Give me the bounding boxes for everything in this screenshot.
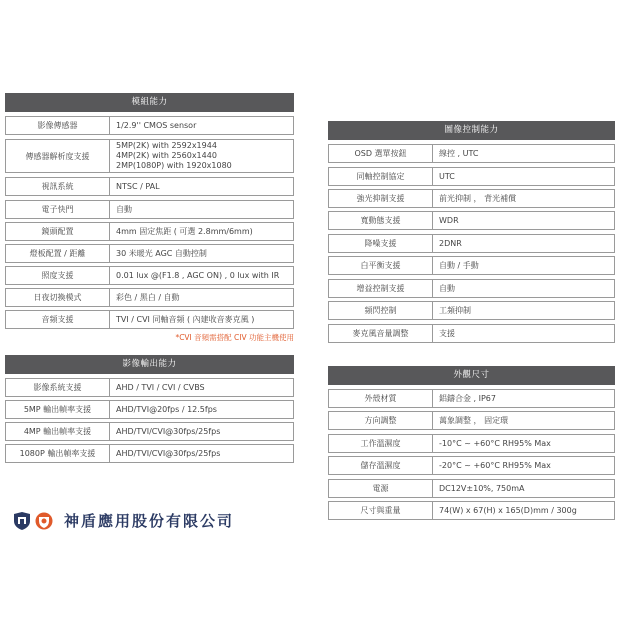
spec-label: 燈板配置 / 距離 — [6, 245, 110, 262]
spec-value-line: 0.01 lux @(F1.8 , AGC ON) , 0 lux with IR — [116, 270, 280, 280]
spec-row — [328, 167, 615, 186]
spec-label: 同軸控制協定 — [329, 168, 433, 185]
spec-row — [5, 177, 294, 196]
spec-value — [110, 427, 220, 437]
spec-label: 頻閃控制 — [329, 302, 433, 319]
spec-value-line: 1/2.9'' CMOS sensor — [116, 120, 197, 130]
spec-row — [328, 411, 615, 430]
spec-value — [433, 484, 525, 494]
spec-label: 降噪支援 — [329, 235, 433, 252]
spec-value — [110, 315, 254, 325]
spec-row — [328, 434, 615, 453]
spec-value — [110, 121, 196, 131]
spec-value — [110, 405, 217, 415]
spec-value-line: -20°C ~ +60°C RH95% Max — [439, 460, 551, 470]
spec-row — [5, 444, 294, 463]
spec-value — [433, 394, 496, 404]
spec-value — [110, 141, 232, 171]
dimensions-section-header: 外觀尺寸 — [328, 366, 615, 385]
spec-value — [110, 293, 180, 303]
spec-value — [110, 449, 220, 459]
shield-logo-icon — [12, 511, 56, 531]
spec-value-line: 前光抑制 ， 背光補償 — [439, 193, 517, 203]
company-logo — [12, 510, 234, 531]
spec-row — [328, 279, 615, 298]
spec-value-line: 自動 — [116, 204, 132, 214]
spec-value — [110, 383, 205, 393]
spec-value — [433, 461, 551, 471]
spec-label: 外殼材質 — [329, 390, 433, 407]
spec-value-line: AHD/TVI/CVI@30fps/25fps — [116, 426, 221, 436]
spec-row — [5, 400, 294, 419]
spec-value-line: 彩色 / 黑白 / 自動 — [116, 292, 180, 302]
spec-row — [328, 234, 615, 253]
spec-value — [110, 205, 132, 215]
spec-value-line: 5MP(2K) with 2592x1944 — [116, 141, 217, 150]
spec-label: 尺寸與重量 — [329, 502, 433, 519]
spec-row — [328, 256, 615, 275]
spec-value-line: 30 米暖光 AGC 自動控制 — [116, 248, 207, 258]
spec-value-line: 自動 / 手動 — [439, 260, 479, 270]
spec-label: 照度支援 — [6, 267, 110, 284]
spec-label: 視訊系統 — [6, 178, 110, 195]
spec-value-line: 自動 — [439, 283, 455, 293]
spec-row — [328, 456, 615, 475]
spec-value-line: 4mm 固定焦距 ( 可選 2.8mm/6mm) — [116, 226, 253, 236]
spec-value — [433, 329, 455, 339]
spec-label: 儲存溫濕度 — [329, 457, 433, 474]
spec-value — [433, 149, 479, 159]
spec-value-line: -10°C ~ +60°C RH95% Max — [439, 438, 551, 448]
spec-value-line: DC12V±10%, 750mA — [439, 483, 525, 493]
spec-value-line: 工頻抑制 — [439, 305, 471, 315]
spec-row — [5, 310, 294, 329]
spec-value — [433, 506, 577, 516]
spec-row — [328, 324, 615, 343]
spec-value — [433, 416, 508, 426]
spec-value-line: 線控 , UTC — [439, 148, 479, 158]
spec-value-line: TVI / CVI 同軸音頻 ( 內建收音麥克風 ) — [116, 314, 255, 324]
spec-label: 5MP 輸出幀率支援 — [6, 401, 110, 418]
spec-value-line: NTSC / PAL — [116, 181, 160, 191]
spec-label: OSD 選單按鈕 — [329, 145, 433, 162]
spec-value — [433, 284, 455, 294]
spec-row — [5, 139, 294, 173]
spec-value — [110, 271, 279, 281]
spec-label: 音頻支援 — [6, 311, 110, 328]
spec-label: 白平衡支援 — [329, 257, 433, 274]
spec-label: 工作溫濕度 — [329, 435, 433, 452]
spec-row — [5, 200, 294, 219]
spec-value-line: 4MP(2K) with 2560x1440 — [116, 151, 217, 160]
spec-label: 影像系統支援 — [6, 379, 110, 396]
spec-value-line: 鋁鑄合金 , IP67 — [439, 393, 496, 403]
spec-value — [433, 172, 455, 182]
spec-value — [433, 239, 462, 249]
spec-row — [328, 501, 615, 520]
spec-value — [110, 182, 160, 192]
audio-note: *CVI 音頻需搭配 CIV 功能主機使用 — [175, 333, 294, 342]
spec-label: 日夜切換模式 — [6, 289, 110, 306]
spec-label: 電源 — [329, 480, 433, 497]
spec-row — [5, 266, 294, 285]
spec-value — [433, 261, 479, 271]
spec-value — [433, 439, 551, 449]
spec-value-line: AHD/TVI@20fps / 12.5fps — [116, 404, 217, 414]
spec-row — [5, 116, 294, 135]
spec-row — [5, 378, 294, 397]
spec-row — [328, 211, 615, 230]
spec-value — [433, 194, 516, 204]
spec-label: 增益控制支援 — [329, 280, 433, 297]
spec-label: 1080P 輸出幀率支援 — [6, 445, 110, 462]
spec-value — [433, 216, 459, 226]
spec-row — [5, 222, 294, 241]
spec-row — [328, 301, 615, 320]
spec-label: 強光抑制支援 — [329, 190, 433, 207]
spec-row — [5, 288, 294, 307]
spec-label: 鏡頭配置 — [6, 223, 110, 240]
spec-value — [110, 249, 207, 259]
output-section-header: 影像輸出能力 — [5, 355, 294, 374]
spec-value-line: UTC — [439, 171, 455, 181]
spec-row — [328, 144, 615, 163]
spec-label: 4MP 輸出幀率支援 — [6, 423, 110, 440]
spec-value-line: WDR — [439, 215, 459, 225]
spec-value-line: 2DNR — [439, 238, 462, 248]
spec-label: 影像傳感器 — [6, 117, 110, 134]
spec-row — [328, 189, 615, 208]
spec-value — [110, 227, 253, 237]
spec-value-line: AHD / TVI / CVI / CVBS — [116, 382, 205, 392]
spec-value-line: 74(W) x 67(H) x 165(D)mm / 300g — [439, 505, 577, 515]
spec-row — [328, 389, 615, 408]
spec-value-line: AHD/TVI/CVI@30fps/25fps — [116, 448, 221, 458]
spec-label: 麥克風音量調整 — [329, 325, 433, 342]
spec-value-line: 2MP(1080P) with 1920x1080 — [116, 161, 232, 170]
module-section-header: 模組能力 — [5, 93, 294, 112]
image-control-section-header: 圖像控制能力 — [328, 121, 615, 140]
spec-row — [328, 479, 615, 498]
spec-value-line: 支援 — [439, 328, 455, 338]
spec-label: 寬動態支援 — [329, 212, 433, 229]
spec-label: 方向調整 — [329, 412, 433, 429]
spec-row — [5, 244, 294, 263]
spec-label: 傳感器解析度支援 — [6, 140, 110, 172]
spec-label: 電子快門 — [6, 201, 110, 218]
spec-value — [433, 306, 471, 316]
company-name: 神盾應用股份有限公司 — [64, 512, 235, 530]
spec-row — [5, 422, 294, 441]
spec-value-line: 萬象調整 ， 固定環 — [439, 415, 509, 425]
